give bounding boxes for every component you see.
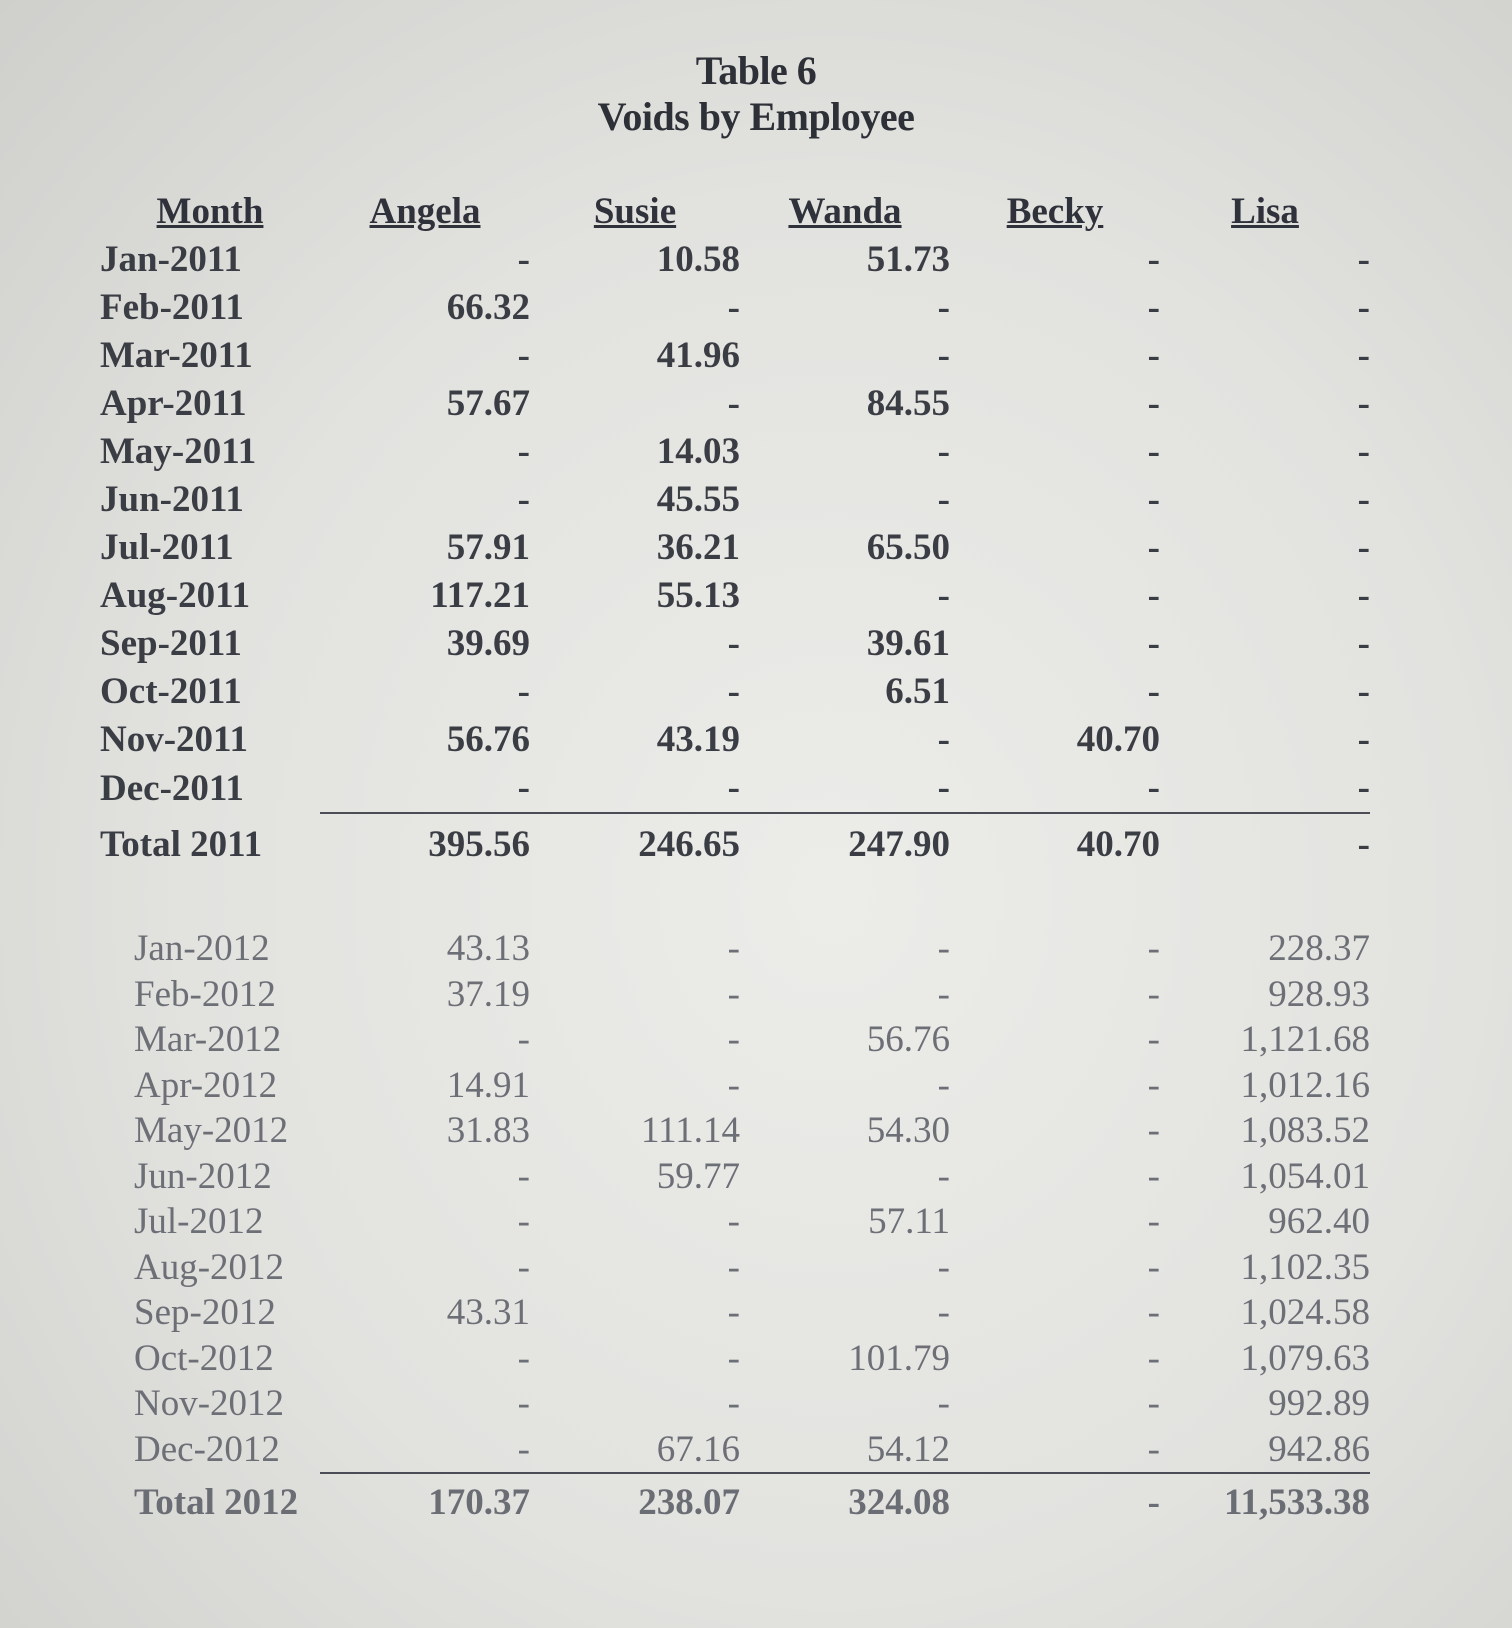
value-cell: 228.37 [1268,928,1370,969]
value-cell: - [517,1337,530,1379]
total-row [100,1473,1370,1532]
value-cell: - [517,239,530,280]
value-cell: 1,054.01 [1240,1155,1370,1197]
column-header-lisa: Lisa [1231,191,1299,232]
value-cell: - [1147,287,1160,328]
value-cell: - [517,1383,530,1424]
value-cell: - [937,431,950,472]
value-cell: 56.76 [446,719,530,760]
table-row [100,572,1370,620]
header-row [100,188,1370,236]
month-cell: Jun-2011 [100,479,244,520]
table-row [100,428,1370,476]
value-cell: - [1147,1201,1160,1242]
month-cell: Jul-2012 [134,1201,264,1242]
total-value: 247.90 [848,824,950,865]
value-cell: - [937,575,950,616]
value-cell: 1,121.68 [1240,1019,1370,1060]
value-cell: 56.76 [866,1019,950,1060]
value-cell: - [1357,431,1370,472]
month-cell: Oct-2012 [134,1337,274,1379]
value-cell: - [517,1155,530,1197]
total-value: - [1147,1482,1160,1523]
table-row [100,764,1370,813]
value-cell: - [1147,1246,1160,1288]
month-cell: Sep-2011 [100,623,242,664]
value-cell: 942.86 [1160,1427,1370,1474]
value-cell: 117.21 [430,575,530,616]
value-cell: 39.61 [866,623,950,664]
column-header-angela: Angela [369,191,481,232]
month-cell: Nov-2011 [100,719,248,760]
value-cell: - [727,973,740,1015]
value-cell: 57.67 [446,383,530,424]
value-cell: - [1147,671,1160,712]
value-cell: 67.16 [530,1427,740,1474]
value-cell: - [727,287,740,328]
value-cell: - [937,928,950,969]
value-cell: 14.91 [446,1064,530,1106]
month-cell: Mar-2011 [100,335,253,376]
voids-table [100,188,1370,1532]
rows-2012 [100,926,1370,1532]
column-header-becky: Becky [1006,191,1104,232]
month-cell: Sep-2012 [134,1292,276,1333]
value-cell: - [727,671,740,712]
total-value: 246.65 [638,824,740,865]
value-cell: - [727,1201,740,1242]
value-cell: - [1147,973,1160,1015]
value-cell: 1,102.35 [1240,1246,1370,1288]
value-cell: 39.69 [446,623,530,664]
table-row [100,926,1370,972]
value-cell: - [1147,383,1160,424]
table-row [100,524,1370,572]
value-cell: - [727,1064,740,1106]
value-cell: 54.12 [740,1427,950,1474]
value-cell: 111.14 [640,1110,740,1151]
value-cell: 84.55 [866,383,950,424]
value-cell: - [937,1155,950,1197]
value-cell: - [1147,623,1160,664]
table-subtitle: Voids by Employee [597,94,915,139]
value-cell: - [1357,623,1370,664]
column-header-wanda: Wanda [788,191,902,232]
value-cell: 66.32 [446,287,530,328]
value-cell: 57.91 [446,527,530,568]
value-cell: 1,083.52 [1240,1110,1370,1151]
table-row [100,1017,1370,1063]
value-cell: 55.13 [656,575,740,616]
value-cell: 54.30 [866,1110,950,1151]
table-row [100,1336,1370,1382]
table-row [100,332,1370,380]
rows-2011 [100,236,1370,876]
value-cell: - [1357,575,1370,616]
month-cell: Nov-2012 [134,1383,285,1424]
value-cell: - [1147,431,1160,472]
value-cell: - [517,335,530,376]
value-cell: 1,079.63 [1240,1337,1370,1379]
table-row [100,284,1370,332]
value-cell: 45.55 [656,479,740,520]
month-cell: Dec-2011 [100,767,244,809]
value-cell: 43.31 [446,1292,530,1333]
table-row [100,1108,1370,1154]
table-title: Table 6 [695,48,817,93]
table-row [100,1199,1370,1245]
value-cell: 43.13 [446,928,530,969]
value-cell: - [937,1383,950,1424]
month-cell: Aug-2012 [134,1246,285,1288]
value-cell: - [727,623,740,664]
table-row [100,1427,1370,1474]
value-cell: 65.50 [866,527,950,568]
month-cell: May-2012 [134,1110,289,1151]
month-cell: Oct-2011 [100,671,242,712]
value-cell: - [320,764,530,813]
value-cell: - [1357,335,1370,376]
value-cell: - [517,431,530,472]
table-row [100,476,1370,524]
value-cell: - [1357,383,1370,424]
month-cell: Jul-2011 [100,527,234,568]
value-cell: 51.73 [866,239,950,280]
table-row [100,668,1370,716]
value-cell: - [727,1019,740,1060]
value-cell: - [950,1427,1160,1474]
value-cell: - [1147,575,1160,616]
total-value: 170.37 [428,1482,530,1523]
month-cell: Apr-2012 [134,1064,278,1106]
value-cell: - [727,1246,740,1288]
value-cell: - [727,1292,740,1333]
value-cell: - [1147,1383,1160,1424]
value-cell: - [1357,287,1370,328]
month-cell: Feb-2011 [100,287,244,328]
value-cell: - [1147,1155,1160,1197]
value-cell: 43.19 [656,719,740,760]
value-cell: - [1147,1019,1160,1060]
value-cell: 992.89 [1268,1383,1370,1424]
value-cell: - [517,479,530,520]
column-header-month: Month [156,191,264,232]
value-cell: - [1147,527,1160,568]
value-cell: - [1147,239,1160,280]
value-cell: - [1147,1337,1160,1379]
value-cell: - [530,764,740,813]
value-cell: 1,024.58 [1240,1292,1370,1333]
table-heading [0,48,1512,140]
value-cell: - [1357,671,1370,712]
value-cell: - [950,764,1160,813]
value-cell: - [937,1292,950,1333]
value-cell: - [727,928,740,969]
total-label: Total 2011 [100,823,263,865]
month-cell: Jun-2012 [134,1155,272,1197]
value-cell: 31.83 [446,1110,530,1151]
table-row [100,1245,1370,1291]
value-cell: - [320,1427,530,1474]
month-cell: May-2011 [100,431,257,472]
month-cell: Apr-2011 [100,383,247,424]
value-cell: 962.40 [1268,1201,1370,1242]
table-row [100,1290,1370,1336]
spacer-row [100,876,1370,926]
value-cell: - [1147,1110,1160,1151]
total-value: 238.07 [638,1482,740,1523]
value-cell: - [1147,1292,1160,1333]
table-row [100,1063,1370,1109]
total-value: - [1357,824,1370,865]
value-cell: - [937,287,950,328]
value-cell: - [937,479,950,520]
table-row [100,236,1370,284]
value-cell: 41.96 [656,335,740,376]
table-row [100,1381,1370,1427]
value-cell: - [1147,928,1160,969]
value-cell: 37.19 [446,973,530,1015]
value-cell: - [1147,335,1160,376]
value-cell: 40.70 [1076,719,1160,760]
total-value: 40.70 [1076,824,1160,865]
value-cell: 101.79 [848,1337,950,1379]
table-row [100,1154,1370,1200]
month-cell: Aug-2011 [100,575,251,616]
month-cell: Jan-2012 [134,928,270,969]
value-cell: 59.77 [656,1155,740,1197]
total-value: 11,533.38 [1224,1482,1370,1523]
total-row [100,813,1370,876]
value-cell: - [937,1246,950,1288]
value-cell: - [517,671,530,712]
month-cell: Feb-2012 [134,973,276,1015]
value-cell: - [517,1019,530,1060]
month-cell: Dec-2012 [134,1429,280,1470]
value-cell: 36.21 [656,527,740,568]
month-cell: Mar-2012 [134,1019,282,1060]
table-row [100,380,1370,428]
value-cell: 928.93 [1268,973,1370,1015]
value-cell: - [937,973,950,1015]
value-cell: - [1357,239,1370,280]
value-cell: 14.03 [656,431,740,472]
value-cell: - [517,1246,530,1288]
value-cell: - [1357,719,1370,760]
value-cell: - [937,335,950,376]
value-cell: 6.51 [885,671,950,712]
value-cell: - [1357,479,1370,520]
total-label: Total 2012 [134,1481,299,1523]
value-cell: - [1147,479,1160,520]
value-cell: - [727,383,740,424]
value-cell: - [937,1064,950,1106]
value-cell: - [1160,764,1370,813]
table-row [100,620,1370,668]
total-value: 324.08 [848,1482,950,1523]
value-cell: 57.11 [868,1201,950,1242]
value-cell: - [1147,1064,1160,1106]
table-row [100,972,1370,1018]
value-cell: - [937,719,950,760]
table-row [100,716,1370,764]
month-cell: Jan-2011 [100,239,242,280]
value-cell: - [727,1383,740,1424]
value-cell: - [517,1201,530,1242]
value-cell: 1,012.16 [1240,1064,1370,1106]
value-cell: - [740,764,950,813]
value-cell: 10.58 [656,239,740,280]
value-cell: - [1357,527,1370,568]
value-cell: - [727,1337,740,1379]
column-header-susie: Susie [593,191,677,232]
total-value: 395.56 [428,824,530,865]
